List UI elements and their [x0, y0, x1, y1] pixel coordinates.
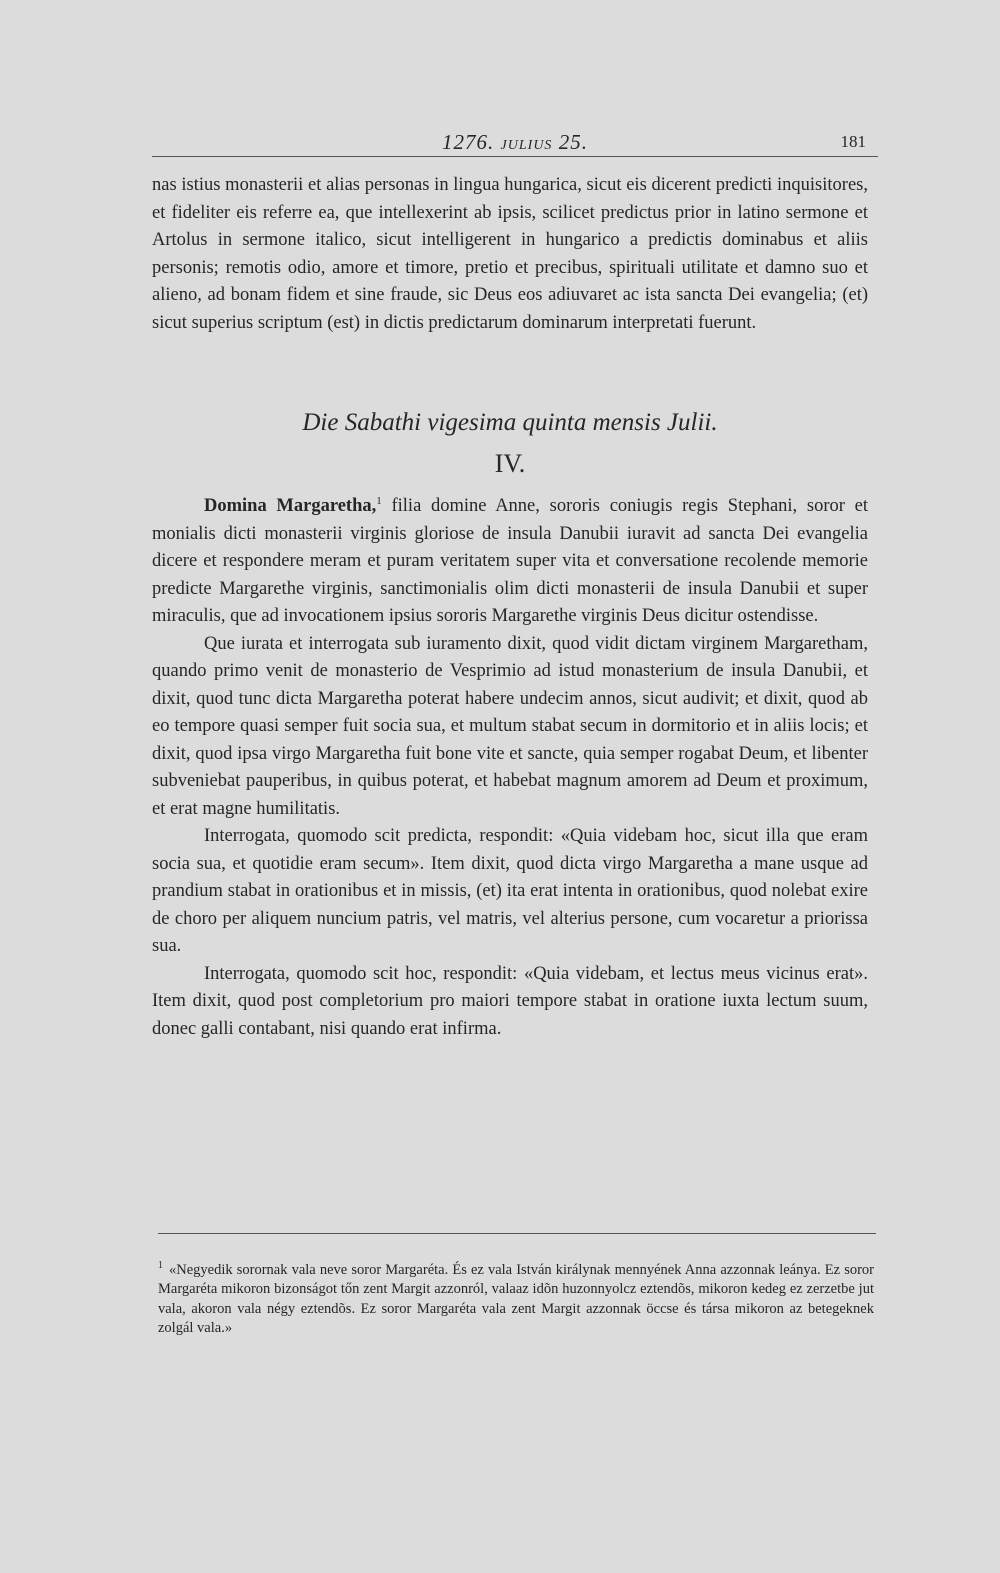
main-text [152, 172, 868, 1043]
paragraph-witness-intro [152, 493, 868, 631]
page-number: 181 [840, 132, 866, 151]
footnote [158, 1256, 874, 1339]
footnote-number: 1 [158, 1260, 163, 1271]
section-title: Die Sabathi vigesima quinta mensis Julii. [302, 409, 718, 436]
header-day: 25. [558, 130, 588, 154]
witness-intro-text: filia domine Anne, sororis coniugis regis Stephani, soror et monialis dicti monasterii virginis gloriose de insula Danubii iuravit ad sancta Dei evangelia dicere et respondere meram et puram veritatem super vita et conversatione recolende memorie predicte Margarethe virginis, sanctimonialis olim dicti monasterii de insula Danubii et super miraculis, que ad invocationem ipsius sororis Margarethe virginis Deus dicitur ostendisse. [152, 496, 868, 626]
footnote-marker: 1 [376, 494, 382, 507]
paragraph-testimony: Que iurata et interrogata sub iuramento dixit, quod vidit dictam virginem Margaretham, quando primo venit de monasterio de Vesprimio ad istud monasterium de insula Danubii, et dixit, quod tunc dicta Margaretha poterat habere undecim annos, sicut audivit; et dixit, quod ab eo tempore quasi semper fuit socia sua, et multum stabat secum in dormitorio et in aliis locis; et dixit, quod ipsa virgo Margaretha fuit bone vite et sancte, quia semper rogabat Deum, et libenter subveniebat pauperibus, in quibus poterat, et habebat magnum amorem ad Deum et proximum, et erat magne humilitatis. [152, 633, 868, 819]
paragraph-interrogation-2: Interrogata, quomodo scit hoc, respondit: «Quia videbam, et lectus meus vicinus erat». Item dixit, quod post completorium pro maiori tempore stabat in oratione iuxta lectum suum, donec galli contabant, nisi quando erat infirma. [152, 963, 868, 1039]
witness-name: Domina Margaretha, [204, 496, 377, 516]
footnote-text: «Negyedik sorornak vala neve soror Margaréta. És ez vala István királynak mennyének Anna azzonnak leánya. Ez soror Margaréta mikoron bizonságot tőn zent Margit azzonról, valaaz idõn huzonnyolcz eztendõs, mikoron kedeg ez zerzetbe jut vala, akoron vala négy eztendõs. Ez soror Margaréta vala zent Margit azzonnak öccse és társa mikoron az betegeknek zolgál vala.» [158, 1261, 874, 1337]
paragraph-interrogation-1: Interrogata, quomodo scit predicta, respondit: «Quia videbam hoc, sicut illa que eram socia sua, et quotidie eram secum». Item dixit, quod dicta virgo Margaretha a mane usque ad prandium stabat in orationibus et in missis, (et) ita erat intenta in orationibus, quod nolebat exire de choro per aliquem nuncium patris, vel matris, vel alterius persone, cum vocaretur a priorissa sua. [152, 826, 868, 956]
header-year: 1276. [442, 130, 495, 154]
header-month: JULIUS [500, 138, 553, 153]
running-header [152, 130, 878, 157]
footnote-divider [158, 1233, 876, 1234]
section-number: IV. [494, 449, 526, 478]
paragraph-continued: nas istius monasterii et alias personas in lingua hungarica, sicut eis dicerent predicti inquisitores, et fideliter eis referre ea, que intellexerint ab ipsis, scilicet predictus prior in latino sermone et Artolus in sermone italico, sicut intelligerent in hungarico a predictis dominabus et aliis personis; remotis odio, amore et timore, pretio et precibus, spirituali utilitate et damno suo et alieno, ad bonam fidem et sine fraude, sic Deus eos adiuvaret ac ista sancta Dei evangelia; (et) sicut superius scriptum (est) in dictis predictarum dominarum interpretati fuerunt. [152, 175, 868, 333]
running-title [152, 130, 878, 155]
